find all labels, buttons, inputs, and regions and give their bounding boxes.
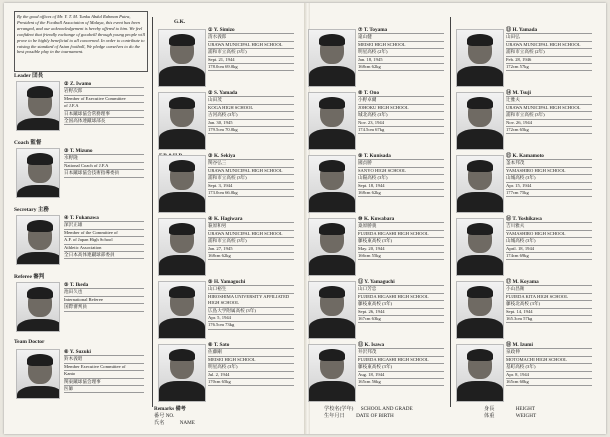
player-birthdate: Aug. 18, 1944 bbox=[358, 372, 444, 379]
official-detail: 国際審判員 bbox=[64, 304, 144, 311]
player-school: MEISEI HIGH SCHOOL bbox=[358, 42, 444, 49]
official-name: ⑤ T. Ikeda bbox=[64, 282, 144, 289]
remarks-label: Remarks 備考 bbox=[154, 406, 186, 412]
portrait-photo bbox=[158, 155, 206, 213]
player-card bbox=[306, 25, 452, 88]
player-info bbox=[208, 216, 294, 260]
portrait-photo bbox=[308, 344, 356, 402]
official-role: Leader 団長 bbox=[14, 73, 44, 79]
player-school: FUJIEDA HIGASHI HIGH SCHOOL bbox=[358, 294, 444, 301]
legend-middle bbox=[324, 405, 464, 419]
legend-num-en: NO. bbox=[165, 413, 175, 419]
player-school: HIROSHIMA UNIVERSITY AFFILIATED HIGH SCHOOL bbox=[208, 294, 294, 308]
player-school-jp: 明星高校 (2年) bbox=[358, 49, 444, 56]
portrait-photo bbox=[16, 349, 60, 399]
official-detail: 全日本高体連蹴球部委員 bbox=[64, 252, 144, 259]
legend-weight-en: WEIGHT bbox=[515, 413, 537, 419]
official-detail: of J.F.A bbox=[64, 103, 144, 110]
player-height-weight: 176.5cm 73kg bbox=[208, 322, 294, 329]
player-school: URAWA MUNICIPAL HIGH SCHOOL bbox=[208, 42, 294, 49]
player-info bbox=[506, 153, 592, 197]
player-info bbox=[358, 27, 444, 71]
official-name: ⑥ Y. Suzuki bbox=[64, 349, 144, 356]
player-name-jp: 萩原和男 bbox=[208, 223, 294, 230]
player-name: ③ K. Sekiya bbox=[208, 153, 294, 160]
player-school: YAMASHIRO HIGH SCHOOL bbox=[506, 231, 592, 238]
player-name-jp: 桑原勝義 bbox=[358, 223, 444, 230]
player-name-jp: 小野卓爾 bbox=[358, 97, 444, 104]
portrait-photo bbox=[456, 218, 504, 276]
portrait-photo bbox=[308, 92, 356, 150]
legend-school-jp: 学校名(学年) bbox=[324, 406, 354, 412]
portrait-photo bbox=[308, 155, 356, 213]
portrait-photo bbox=[16, 282, 60, 332]
portrait-photo bbox=[158, 281, 206, 339]
player-school-jp: 藤枝北高校 (3年) bbox=[506, 301, 592, 308]
player-school: URAWA MUNICIPAL HIGH SCHOOL bbox=[208, 168, 294, 175]
official-role: Team Doctor bbox=[14, 339, 45, 345]
official-name: ④ T. Fukanawa bbox=[64, 215, 144, 222]
legend-height-jp: 身長 bbox=[484, 406, 495, 412]
player-height-weight: 165.3cm 57kg bbox=[506, 316, 592, 323]
portrait-photo bbox=[456, 155, 504, 213]
legend-height-en: HEIGHT bbox=[515, 406, 535, 412]
official-name-jp: 岩野次郎 bbox=[64, 88, 144, 95]
player-card bbox=[156, 151, 302, 214]
player-height-weight: 165cm 56kg bbox=[358, 379, 444, 386]
official-name-jp: 深沢正雄 bbox=[64, 222, 144, 229]
legend-right bbox=[484, 405, 594, 419]
player-card bbox=[156, 214, 302, 277]
intro-text: By the good offices of Mr. Y. T. M. Tunku Abdul Rahman Putra, President of the Football Association of Malaya, this event has been arranged, and our acknowledgement is hereby offered to him. We feel confident that friendly exchange of goodwill through young people will prove to be highly beneficial to all concerned. In order to contribute to raising the standard of Asian football, We pledge ourselves to do the best possible play in the tournament. bbox=[14, 11, 148, 72]
player-card bbox=[306, 340, 452, 403]
player-name-jp: 遠山健 bbox=[358, 34, 444, 41]
player-info bbox=[208, 342, 294, 386]
portrait-photo bbox=[158, 218, 206, 276]
player-birthdate: Feb. 28, 1946 bbox=[506, 57, 592, 64]
official-detail: 日本蹴球協会常務理事 bbox=[64, 111, 144, 118]
player-height-weight: 168cm 62kg bbox=[208, 253, 294, 260]
official-info bbox=[64, 148, 144, 178]
official-detail: A.F. of Japan High School bbox=[64, 237, 144, 244]
player-info bbox=[208, 90, 294, 134]
player-birthdate: Nov. 26, 1944 bbox=[506, 120, 592, 127]
player-height-weight: 166cm 55kg bbox=[358, 253, 444, 260]
official-info bbox=[64, 282, 144, 312]
player-card bbox=[156, 25, 302, 88]
player-school-jp: 山城高校 (3年) bbox=[506, 175, 592, 182]
player-name-jp: 小山昌衛 bbox=[506, 286, 592, 293]
player-school: FUJIEDA KITA HIGH SCHOOL bbox=[506, 294, 592, 301]
player-name-jp: 泉政伸 bbox=[506, 349, 592, 356]
player-school-jp: 明星高校 (3年) bbox=[208, 364, 294, 371]
player-name: ⑬ H. Yamada bbox=[506, 27, 592, 34]
player-school-jp: 浦和市立高校 (3年) bbox=[506, 112, 592, 119]
player-card bbox=[454, 151, 600, 214]
player-info bbox=[208, 27, 294, 71]
official-card bbox=[12, 138, 147, 200]
player-school: SANYO HIGH SCHOOL bbox=[358, 168, 444, 175]
official-role: Referee 審判 bbox=[14, 274, 45, 280]
player-name: ⑯ T. Yoshikawa bbox=[506, 216, 592, 223]
player-school-jp: 浦和市立高校 (3年) bbox=[208, 49, 294, 56]
player-card bbox=[156, 88, 302, 151]
player-name: ① Y. Simizo bbox=[208, 27, 294, 34]
player-info bbox=[358, 342, 444, 386]
player-birthdate: Jan. 27, 1945 bbox=[208, 246, 294, 253]
player-school-jp: 古河高校 (3年) bbox=[208, 112, 294, 119]
player-school: FUJIEDA HIGASHI HIGH SCHOOL bbox=[358, 231, 444, 238]
official-name: ③ T. Mizuno bbox=[64, 148, 144, 155]
legend-dob-jp: 生年月日 bbox=[324, 413, 345, 419]
legend-num-jp: 番号 bbox=[154, 413, 165, 419]
player-info bbox=[358, 216, 444, 260]
official-detail: Member Executive Committee of bbox=[64, 364, 144, 371]
player-name-jp: 吉川雅夫 bbox=[506, 223, 592, 230]
portrait-photo bbox=[158, 344, 206, 402]
portrait-photo bbox=[158, 92, 206, 150]
official-detail: Member of Executive Committee bbox=[64, 96, 144, 103]
player-birthdate: Jan. 30, 1945 bbox=[208, 120, 294, 127]
player-info bbox=[506, 27, 592, 71]
official-card bbox=[12, 272, 147, 334]
player-birthdate: Sept. 3, 1944 bbox=[208, 183, 294, 190]
official-name: ② Z. Iwamo bbox=[64, 81, 144, 88]
player-name: ⑪ Y. Yamaguchi bbox=[358, 279, 444, 286]
portrait-photo bbox=[16, 148, 60, 198]
player-info bbox=[506, 90, 592, 134]
program-page bbox=[4, 3, 606, 434]
player-card bbox=[156, 277, 302, 340]
player-info bbox=[506, 216, 592, 260]
legend-name-jp: 氏名 bbox=[154, 420, 165, 426]
portrait-photo bbox=[158, 29, 206, 87]
player-card bbox=[454, 214, 600, 277]
player-birthdate: Jul. 2, 1944 bbox=[208, 372, 294, 379]
player-name-jp: 山田弘 bbox=[506, 34, 592, 41]
player-school: JOHOKU HIGH SCHOOL bbox=[358, 105, 444, 112]
player-card bbox=[156, 340, 302, 403]
player-info bbox=[506, 279, 592, 323]
player-name: ⑫ K. Isawa bbox=[358, 342, 444, 349]
player-info bbox=[358, 153, 444, 197]
player-school-jp: 浦和市立高校 (3年) bbox=[208, 238, 294, 245]
player-school-jp: 浦和市立高校 (2年) bbox=[506, 49, 592, 56]
player-height-weight: 172cm 65kg bbox=[506, 127, 592, 134]
official-name-jp: 鈴木義昭 bbox=[64, 356, 144, 363]
player-school-jp: 山陽高校 (3年) bbox=[358, 175, 444, 182]
portrait-photo bbox=[16, 81, 60, 131]
official-name-jp: 池田久也 bbox=[64, 289, 144, 296]
official-info bbox=[64, 81, 144, 125]
player-card bbox=[306, 214, 452, 277]
player-name-jp: 佐藤剛 bbox=[208, 349, 294, 356]
player-name: ⑦ T. Toyama bbox=[358, 27, 444, 34]
player-name-jp: 井沢邦茂 bbox=[358, 349, 444, 356]
official-detail: National Coach of J.F.A bbox=[64, 163, 144, 170]
portrait-photo bbox=[308, 29, 356, 87]
player-name: ⑩ K. Kuwabara bbox=[358, 216, 444, 223]
official-detail: 医師 bbox=[64, 386, 144, 393]
player-school-jp: 浦和市立高校 (3年) bbox=[208, 175, 294, 182]
player-height-weight: 174cm 69kg bbox=[506, 253, 592, 260]
position-gk: G.K. bbox=[174, 19, 186, 25]
player-school-jp: 藤枝東高校 (3年) bbox=[358, 238, 444, 245]
portrait-photo bbox=[456, 92, 504, 150]
portrait-photo bbox=[308, 218, 356, 276]
portrait-photo bbox=[308, 281, 356, 339]
player-height-weight: 168cm 62kg bbox=[358, 64, 444, 71]
player-birthdate: Sept. 26, 1944 bbox=[358, 309, 444, 316]
official-role: Secretary 主務 bbox=[14, 207, 49, 213]
official-detail: Kanto bbox=[64, 371, 144, 378]
portrait-photo bbox=[16, 215, 60, 265]
player-school: MOTOMACHI HIGH SCHOOL bbox=[506, 357, 592, 364]
player-school-jp: 基町高校 (3年) bbox=[506, 364, 592, 371]
player-birthdate: May. 20, 1944 bbox=[358, 246, 444, 253]
player-school: YAMASHIRO HIGH SCHOOL bbox=[506, 168, 592, 175]
official-detail: 全国高体連蹴球部長 bbox=[64, 118, 144, 125]
player-card bbox=[454, 340, 600, 403]
player-name: ④ K. Hagiwara bbox=[208, 216, 294, 223]
player-birthdate: Apr. 15, 1944 bbox=[506, 183, 592, 190]
column-rule bbox=[152, 17, 153, 407]
official-detail: 日本蹴球協会技術指導委員 bbox=[64, 170, 144, 177]
official-role: Coach 監督 bbox=[14, 140, 42, 146]
player-height-weight: 170cm 65kg bbox=[208, 379, 294, 386]
official-card bbox=[12, 339, 147, 401]
official-detail: 関東蹴球協会理事 bbox=[64, 379, 144, 386]
player-height-weight: 179.5cm 70.0kg bbox=[208, 127, 294, 134]
player-school: KOGA HIGH SCHOOL bbox=[208, 105, 294, 112]
player-birthdate: Jan. 18, 1945 bbox=[358, 57, 444, 64]
player-school-jp: 城北高校 (3年) bbox=[358, 112, 444, 119]
player-height-weight: 168cm 62kg bbox=[358, 190, 444, 197]
player-name-jp: 清水義郎 bbox=[208, 34, 294, 41]
player-school-jp: 広島大学附属高校 (3年) bbox=[208, 308, 294, 315]
player-name: ⑭ M. Tsuji bbox=[506, 90, 592, 97]
player-birthdate: April. 18, 1944 bbox=[506, 246, 592, 253]
player-school: URAWA MUNICIPAL HIGH SCHOOL bbox=[506, 42, 592, 49]
official-info bbox=[64, 215, 144, 259]
player-height-weight: 165cm 60kg bbox=[506, 379, 592, 386]
official-detail: International Referee bbox=[64, 297, 144, 304]
player-birthdate: Sept. 14, 1944 bbox=[506, 309, 592, 316]
player-birthdate: Sept. 18, 1944 bbox=[358, 183, 444, 190]
player-school: MEISEI HIGH SCHOOL bbox=[208, 357, 294, 364]
player-height-weight: 174.5cm 67kg bbox=[358, 127, 444, 134]
player-birthdate: Sept. 21, 1944 bbox=[208, 57, 294, 64]
player-card bbox=[454, 25, 600, 88]
player-name: ⑮ K. Kamamoto bbox=[506, 153, 592, 160]
player-name-jp: 山口裕生 bbox=[208, 286, 294, 293]
player-height-weight: 167cm 63kg bbox=[358, 316, 444, 323]
player-name: ⑥ T. Sato bbox=[208, 342, 294, 349]
player-name: ⑰ M. Koyama bbox=[506, 279, 592, 286]
player-name-jp: 辻雅夫 bbox=[506, 97, 592, 104]
player-name: ⑨ T. Kunisada bbox=[358, 153, 444, 160]
player-height-weight: 173.0cm 66.0kg bbox=[208, 190, 294, 197]
player-birthdate: Nov. 23, 1944 bbox=[358, 120, 444, 127]
player-card bbox=[454, 277, 600, 340]
player-name: ⑧ T. Ono bbox=[358, 90, 444, 97]
legend-name-en: NAME bbox=[179, 420, 195, 426]
player-name: ② S. Yamada bbox=[208, 90, 294, 97]
portrait-photo bbox=[456, 29, 504, 87]
legend-weight-jp: 体重 bbox=[484, 413, 495, 419]
player-name: ⑱ M. Izumi bbox=[506, 342, 592, 349]
portrait-photo bbox=[456, 281, 504, 339]
player-birthdate: Apr. 5, 1944 bbox=[208, 315, 294, 322]
player-name-jp: 山口芳忠 bbox=[358, 286, 444, 293]
player-name: ⑤ H. Yamaguchi bbox=[208, 279, 294, 286]
player-card bbox=[454, 88, 600, 151]
legend-left bbox=[154, 405, 294, 426]
player-school: FUJIEDA HIGASHI HIGH SCHOOL bbox=[358, 357, 444, 364]
player-card bbox=[306, 277, 452, 340]
player-school: URAWA MUNICIPAL HIGH SCHOOL bbox=[506, 105, 592, 112]
player-info bbox=[358, 90, 444, 134]
player-school-jp: 藤枝東高校 (3年) bbox=[358, 364, 444, 371]
official-card bbox=[12, 205, 147, 267]
official-name-jp: 水野隆 bbox=[64, 155, 144, 162]
official-detail: Athletic Association bbox=[64, 245, 144, 252]
player-school: URAWA MUNICIPAL HIGH SCHOOL bbox=[208, 231, 294, 238]
legend-school-en: SCHOOL AND GRADE bbox=[360, 406, 413, 412]
player-info bbox=[358, 279, 444, 323]
legend-dob-en: DATE OF BIRTH bbox=[356, 413, 394, 419]
player-info bbox=[208, 153, 294, 197]
player-height-weight: 177cm 75kg bbox=[506, 190, 592, 197]
player-height-weight: 178.0cm 69.0kg bbox=[208, 64, 294, 71]
player-height-weight: 172cm 57kg bbox=[506, 64, 592, 71]
player-name-jp: 山田茂 bbox=[208, 97, 294, 104]
official-card bbox=[12, 71, 147, 133]
player-card bbox=[306, 151, 452, 214]
player-info bbox=[506, 342, 592, 386]
player-birthdate: Apr. 8, 1944 bbox=[506, 372, 592, 379]
player-name-jp: 関谷弘三 bbox=[208, 160, 294, 167]
player-school-jp: 山城高校 (3年) bbox=[506, 238, 592, 245]
official-info bbox=[64, 349, 144, 393]
player-info bbox=[208, 279, 294, 330]
player-school-jp: 藤枝東高校 (3年) bbox=[358, 301, 444, 308]
player-name-jp: 釜本邦茂 bbox=[506, 160, 592, 167]
portrait-photo bbox=[456, 344, 504, 402]
player-name-jp: 國貞勝 bbox=[358, 160, 444, 167]
player-card bbox=[306, 88, 452, 151]
official-detail: Member of the Committee of bbox=[64, 230, 144, 237]
